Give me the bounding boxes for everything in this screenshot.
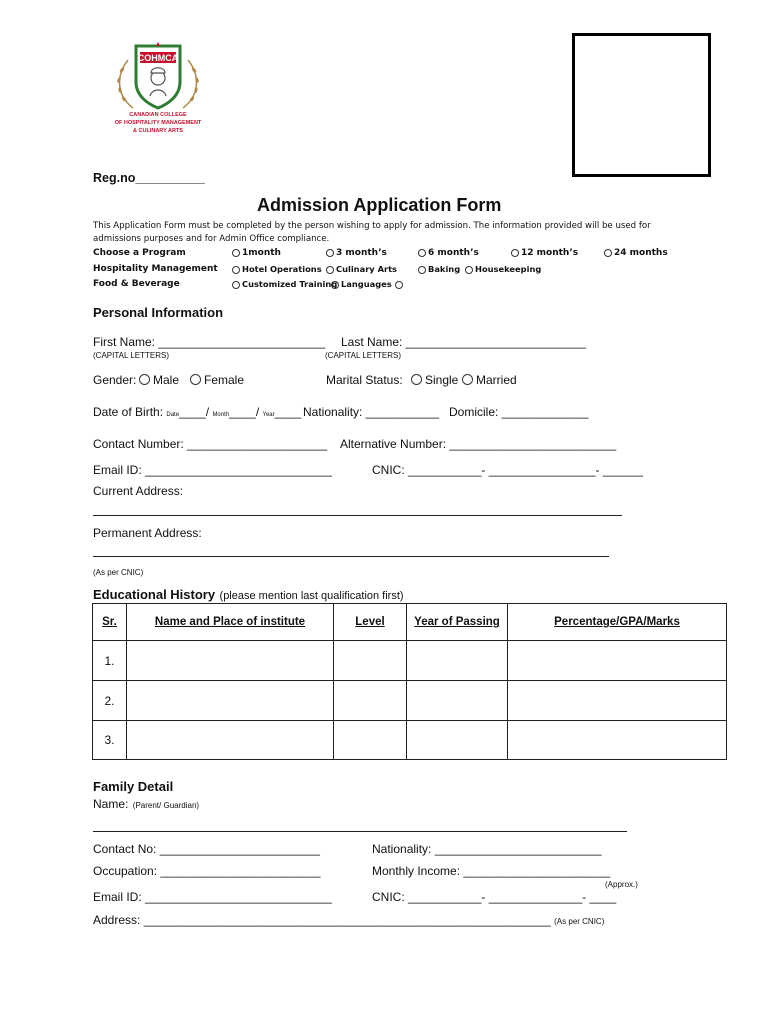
gender-female-option[interactable] (190, 373, 244, 387)
approx-note: (Approx.) (605, 880, 638, 889)
row-number: 1. (93, 641, 127, 681)
table-row (93, 641, 727, 681)
family-heading: Family Detail (93, 779, 174, 794)
family-contact-field[interactable]: Contact No: ________________________ (93, 842, 320, 856)
family-income-field[interactable]: Monthly Income: ______________________ (372, 864, 611, 878)
percentage-cell[interactable] (508, 641, 727, 681)
food-option-customized[interactable] (232, 279, 337, 289)
as-per-cnic-note: (As per CNIC) (93, 568, 144, 577)
radio-icon[interactable] (139, 374, 150, 385)
family-name-label: Name: (93, 797, 129, 811)
first-name-field[interactable]: First Name: _________________________ (93, 335, 326, 349)
radio-icon[interactable] (232, 266, 240, 274)
logo-badge-text: COHMCA (137, 53, 179, 63)
gender-male-option[interactable] (139, 373, 179, 387)
hospitality-option-baking[interactable] (418, 264, 460, 274)
family-name-note: (Parent/ Guardian) (132, 801, 200, 810)
hospitality-label: Hospitality Management (93, 264, 218, 274)
domicile-field[interactable]: Domicile: _____________ (449, 405, 589, 419)
row-number: 2. (93, 681, 127, 721)
radio-icon[interactable] (326, 249, 334, 257)
marital-married-option[interactable] (462, 373, 517, 387)
hospitality-option-hotel[interactable] (232, 264, 322, 274)
column-header-year: Year of Passing (407, 604, 508, 641)
food-option-label: Languages (341, 279, 392, 289)
food-option-label: Customized Training (242, 279, 338, 289)
marital-status-label: Marital Status: (326, 373, 403, 387)
dob-month-line: ____/ (229, 405, 260, 419)
radio-icon[interactable] (232, 281, 240, 289)
education-heading: Educational History (93, 587, 216, 602)
radio-icon[interactable] (465, 266, 473, 274)
column-header-sr: Sr. (93, 604, 127, 641)
radio-icon[interactable] (462, 374, 473, 385)
married-label: Married (476, 373, 517, 387)
dob-date-label: Date (166, 412, 180, 418)
column-header-percentage: Percentage/GPA/Marks (508, 604, 727, 641)
level-cell[interactable] (334, 681, 407, 721)
radio-icon[interactable] (326, 266, 334, 274)
program-option-6month[interactable] (418, 248, 479, 258)
capital-letters-note-1: (CAPITAL LETTERS) (93, 351, 170, 360)
year-cell[interactable] (407, 721, 508, 760)
column-header-institute: Name and Place of institute (127, 604, 334, 641)
family-address-text: Address: _____________________________________________________________ (93, 913, 551, 927)
marital-single-option[interactable] (411, 373, 458, 387)
nationality-field[interactable]: Nationality: ___________ (303, 405, 440, 419)
program-option-label: 3 month’s (336, 248, 387, 258)
family-address-note: (As per CNIC) (554, 917, 605, 926)
single-label: Single (425, 373, 459, 387)
dob-month-label: Month (212, 412, 230, 418)
year-cell[interactable] (407, 641, 508, 681)
capital-letters-note-2: (CAPITAL LETTERS) (325, 351, 402, 360)
education-table (92, 603, 727, 760)
logo-line1: CANADIAN COLLEGE (129, 112, 187, 118)
program-option-12month[interactable] (511, 248, 578, 258)
female-label: Female (204, 373, 245, 387)
intro-line-1: This Application Form must be completed by the person wishing to apply for admission. The information provided will be used for (93, 221, 651, 231)
email-field[interactable]: Email ID: ____________________________ (93, 463, 332, 477)
last-name-field[interactable]: Last Name: ___________________________ (341, 335, 586, 349)
table-row (93, 681, 727, 721)
current-address-label: Current Address: (93, 484, 184, 498)
program-option-24months[interactable] (604, 248, 668, 258)
food-label: Food & Beverage (93, 279, 180, 289)
year-cell[interactable] (407, 681, 508, 721)
program-option-label: 6 month’s (428, 248, 479, 258)
contact-number-field[interactable]: Contact Number: _____________________ (93, 437, 328, 451)
dob-year-label: Year (262, 412, 275, 418)
percentage-cell[interactable] (508, 721, 727, 760)
family-email-field[interactable]: Email ID: ____________________________ (93, 890, 332, 904)
dob-year-line: ____ (274, 405, 302, 419)
institute-cell[interactable] (127, 721, 334, 760)
hospitality-option-label: Baking (428, 264, 461, 274)
program-label: Choose a Program (93, 248, 186, 258)
column-header-level: Level (334, 604, 407, 641)
gender-label: Gender: (93, 373, 137, 387)
family-name-line[interactable] (93, 831, 627, 832)
radio-icon[interactable] (395, 281, 403, 289)
hospitality-option-culinary[interactable] (326, 264, 397, 274)
radio-icon[interactable] (604, 249, 612, 257)
radio-icon[interactable] (418, 249, 426, 257)
institute-cell[interactable] (127, 641, 334, 681)
logo-line3: & CULINARY ARTS (133, 128, 183, 134)
row-number: 3. (93, 721, 127, 760)
education-header-row (93, 604, 727, 641)
radio-icon[interactable] (232, 249, 240, 257)
family-nationality-field[interactable]: Nationality: _________________________ (372, 842, 602, 856)
program-option-label: 24 months (614, 248, 668, 258)
institute-cell[interactable] (127, 681, 334, 721)
college-logo (108, 40, 208, 138)
radio-icon[interactable] (418, 266, 426, 274)
hospitality-option-label: Culinary Arts (336, 264, 397, 274)
family-occupation-field[interactable]: Occupation: ________________________ (93, 864, 321, 878)
radio-icon[interactable] (190, 374, 201, 385)
education-heading-row (93, 586, 404, 604)
radio-icon[interactable] (411, 374, 422, 385)
hospitality-option-housekeeping[interactable] (465, 264, 541, 274)
hospitality-option-label: Hotel Operations (242, 264, 322, 274)
family-address-field[interactable] (93, 913, 604, 927)
form-title: Admission Application Form (257, 195, 502, 215)
hospitality-option-label: Housekeeping (475, 264, 542, 274)
level-cell[interactable] (334, 721, 407, 760)
personal-heading: Personal Information (93, 305, 224, 320)
radio-icon[interactable] (511, 249, 519, 257)
male-label: Male (153, 373, 180, 387)
food-option-languages[interactable] (331, 279, 405, 289)
percentage-cell[interactable] (508, 681, 727, 721)
reg-no[interactable]: Reg.no__________ (93, 171, 205, 185)
family-name-row (93, 795, 199, 813)
current-address-line[interactable] (93, 515, 622, 516)
photo-box[interactable] (572, 33, 711, 177)
program-option-label: 1month (242, 248, 281, 258)
table-row (93, 721, 727, 760)
level-cell[interactable] (334, 641, 407, 681)
program-option-1month[interactable] (232, 248, 281, 258)
permanent-address-label: Permanent Address: (93, 526, 202, 540)
cnic-field[interactable]: CNIC: ___________- ________________- ______ (372, 463, 643, 477)
education-note: (please mention last qualification first) (219, 590, 404, 602)
logo-line2: OF HOSPITALITY MANAGEMENT (114, 120, 202, 126)
dob-date-line: ____/ (179, 405, 210, 419)
dob-label: Date of Birth: (93, 405, 164, 419)
alternative-number-field[interactable]: Alternative Number: _________________________ (340, 437, 617, 451)
radio-icon[interactable] (331, 281, 339, 289)
intro-line-2: admissions purposes and for Admin Office compliance. (93, 234, 330, 244)
family-cnic-field[interactable]: CNIC: ___________- ______________- ____ (372, 890, 617, 904)
dob-field[interactable] (93, 405, 301, 419)
program-option-label: 12 month’s (521, 248, 579, 258)
program-option-3month[interactable] (326, 248, 387, 258)
permanent-address-line[interactable] (93, 556, 609, 557)
